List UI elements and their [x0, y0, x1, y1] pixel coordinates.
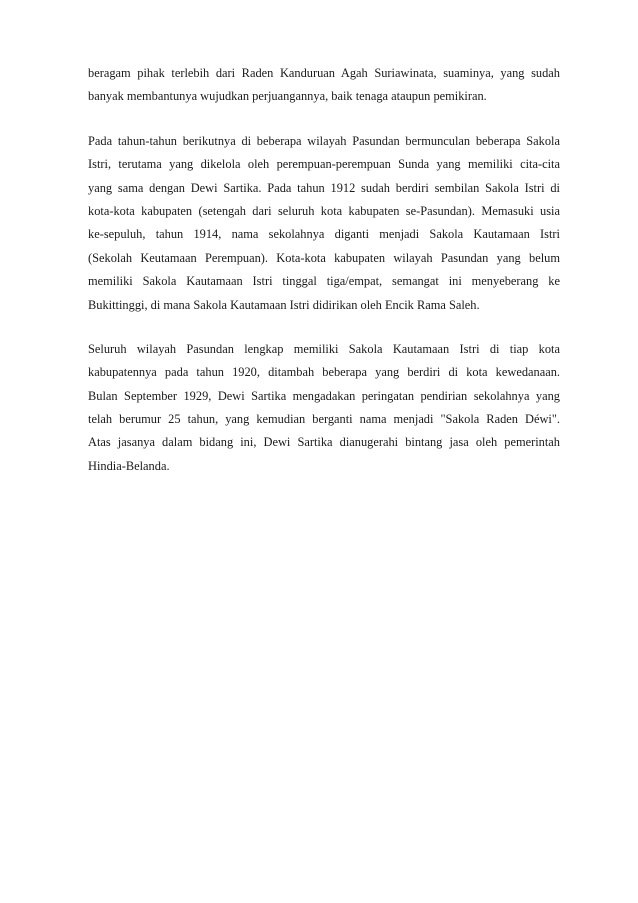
text-line: yang sama dengan Dewi Sartika. Pada tahun 1912 sudah berdiri sembilan Sakola Istri di: [88, 180, 560, 195]
paragraph-2: [88, 130, 560, 317]
text-line: Hindia-Belanda.: [88, 458, 170, 473]
text-line: Bukittinggi, di mana Sakola Kautamaan Istri didirikan oleh Encik Rama Saleh.: [88, 297, 480, 312]
text-line: memiliki Sakola Kautamaan Istri tinggal tiga/empat, semangat ini menyeberang ke: [88, 274, 560, 289]
text-line: kota-kota kabupaten (setengah dari seluruh kota kabupaten se-Pasundan). Memasuki usia: [88, 203, 560, 218]
text-line: banyak membantunya wujudkan perjuangannya, baik tenaga ataupun pemikiran.: [88, 89, 487, 104]
text-line: Pada tahun-tahun berikutnya di beberapa wilayah Pasundan bermunculan beberapa Sakola: [88, 133, 560, 148]
text-line: kabupatennya pada tahun 1920, ditambah beberapa yang berdiri di kota kewedanaan.: [88, 365, 560, 380]
paragraph-1: [88, 62, 560, 109]
text-line: Atas jasanya dalam bidang ini, Dewi Sartika dianugerahi bintang jasa oleh pemerintah: [88, 435, 560, 450]
text-line: (Sekolah Keutamaan Perempuan). Kota-kota kabupaten wilayah Pasundan yang belum: [88, 250, 560, 265]
paragraph-3: [88, 338, 560, 478]
text-line: beragam pihak terlebih dari Raden Kanduruan Agah Suriawinata, suaminya, yang sudah: [88, 66, 560, 80]
text-line: telah berumur 25 tahun, yang kemudian berganti nama menjadi "Sakola Raden Déwi".: [88, 412, 560, 427]
text-line: Seluruh wilayah Pasundan lengkap memiliki Sakola Kautamaan Istri di tiap kota: [88, 341, 560, 356]
text-line: Istri, terutama yang dikelola oleh perempuan-perempuan Sunda yang memiliki cita-cita: [88, 157, 560, 172]
text-line: ke-sepuluh, tahun 1914, nama sekolahnya diganti menjadi Sakola Kautamaan Istri: [88, 227, 560, 242]
text-line: Bulan September 1929, Dewi Sartika mengadakan peringatan pendirian sekolahnya yang: [88, 388, 560, 403]
document-page: [88, 62, 560, 499]
